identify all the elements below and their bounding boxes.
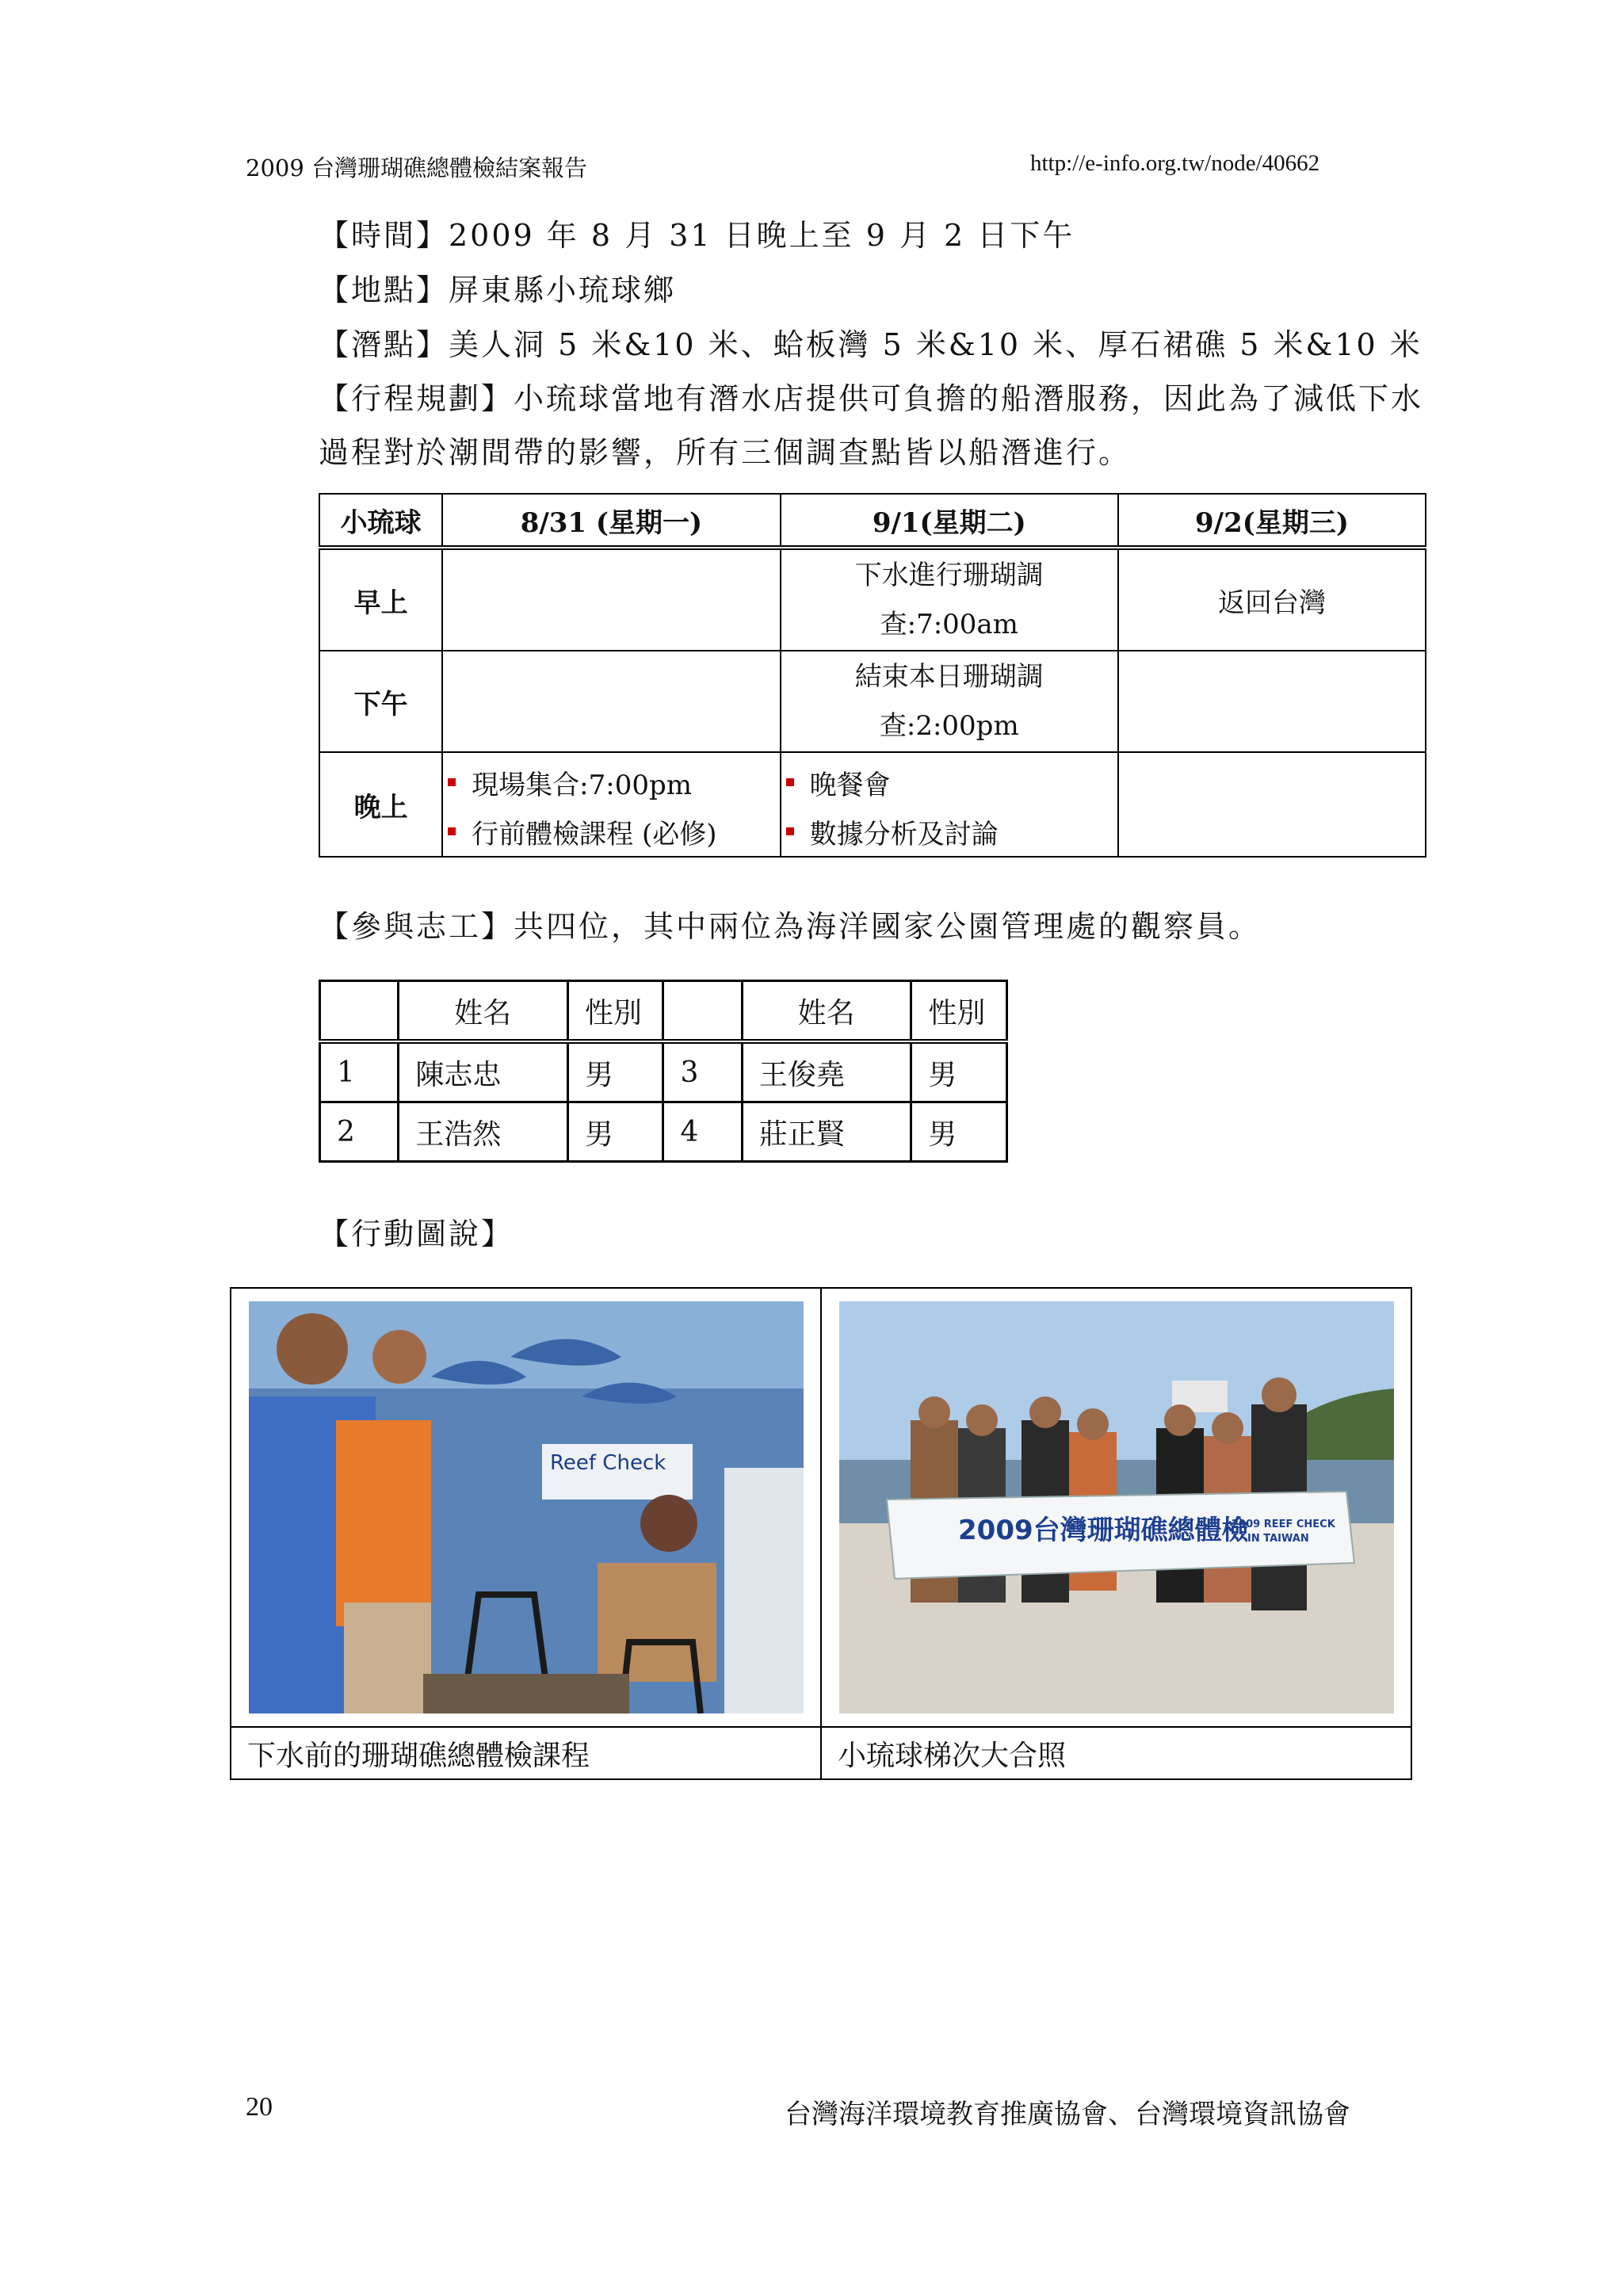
- itinerary-line-1: 【行程規劃】小琉球當地有潛水店提供可負擔的船潛服務，因此為了減低下水: [319, 381, 1424, 416]
- schedule-header-location: 小琉球: [319, 494, 442, 548]
- vol-gender: 男: [567, 1041, 663, 1102]
- afternoon-day1: [442, 651, 780, 752]
- table-row: [320, 1102, 1007, 1162]
- schedule-row-afternoon: [319, 651, 1426, 752]
- evening-day1-item-text: 現場集合:7:00pm: [472, 769, 692, 801]
- schedule-table: [319, 493, 1426, 858]
- photo-course: [249, 1301, 804, 1713]
- photo-table: [230, 1287, 1412, 1780]
- vol-name: 王浩然: [399, 1102, 568, 1162]
- vol-name: 莊正賢: [742, 1102, 911, 1162]
- bullet-icon: [448, 827, 456, 835]
- vol-header-name: 姓名: [399, 981, 568, 1042]
- vol-gender: 男: [911, 1102, 1007, 1162]
- schedule-header-day3: 9/2(星期三): [1118, 494, 1426, 548]
- evening-day2-item-text: 晚餐會: [809, 769, 891, 801]
- header-title: 2009 台灣珊瑚礁總體檢結案報告: [246, 155, 588, 181]
- schedule-row-morning: [319, 548, 1426, 651]
- schedule-header-day2: 9/1(星期二): [781, 494, 1118, 548]
- banner-en-line-1: 2009 REEF CHECK: [1231, 1519, 1335, 1530]
- row-label-morning: 早上: [319, 548, 442, 651]
- bullet-icon: [786, 827, 794, 835]
- vol-header-name-2: 姓名: [742, 981, 911, 1042]
- bullet-icon: [448, 778, 456, 786]
- footer-org: 台灣海洋環境教育推廣協會、台灣環境資訊協會: [785, 2099, 1350, 2130]
- evening-day1-item: [448, 758, 779, 807]
- time-line: 【時間】2009 年 8 月 31 日晚上至 9 月 2 日下午: [319, 218, 1075, 253]
- schedule-row-evening: [319, 752, 1426, 857]
- row-label-evening: 晚上: [319, 752, 442, 857]
- vol-header-gender: 性別: [567, 981, 663, 1042]
- photos-heading: 【行動圖說】: [319, 1217, 514, 1251]
- evening-day1-item-text: 行前體檢課程 (必修): [472, 818, 717, 850]
- header-url[interactable]: http://e-info.org.tw/node/40662: [1030, 151, 1320, 176]
- evening-day3: [1118, 752, 1426, 857]
- afternoon-day2-line1: 結束本日珊瑚調: [854, 661, 1044, 693]
- page-number: 20: [246, 2092, 273, 2122]
- volunteers-table: [319, 980, 1008, 1163]
- morning-day2: [781, 548, 1118, 651]
- caption-row: [231, 1727, 1411, 1779]
- vol-gender: 男: [567, 1102, 663, 1162]
- photo-row: [231, 1288, 1411, 1727]
- vol-no: 4: [663, 1102, 742, 1162]
- morning-day2-line2: 查:7:00am: [880, 609, 1018, 640]
- table-row: [320, 1041, 1007, 1102]
- photo-cell-left: [231, 1288, 821, 1727]
- banner-en-line-2: IN TAIWAN: [1247, 1533, 1309, 1545]
- evening-day2-item: [786, 807, 1117, 856]
- volunteers-header-row: [320, 981, 1007, 1042]
- caption-left: 下水前的珊瑚礁總體檢課程: [231, 1727, 821, 1779]
- caption-right: 小琉球梯次大合照: [821, 1727, 1411, 1779]
- afternoon-day2: [781, 651, 1118, 752]
- banner-text: 2009台灣珊瑚礁總體檢: [957, 1515, 1249, 1546]
- vol-header-gender-2: 性別: [911, 981, 1007, 1042]
- evening-day1: [442, 752, 780, 857]
- schedule-header-row: [319, 494, 1426, 548]
- evening-day1-item: [448, 807, 779, 856]
- itinerary-line-2: 過程對於潮間帶的影響，所有三個調查點皆以船潛進行。: [319, 435, 1132, 470]
- vol-no: 1: [320, 1041, 399, 1102]
- row-label-afternoon: 下午: [319, 651, 442, 752]
- vol-header-no-2: [663, 981, 742, 1042]
- sign-text: Reef Check: [549, 1451, 666, 1475]
- bullet-icon: [786, 778, 794, 786]
- photo-cell-right: [821, 1288, 1411, 1727]
- morning-day1: [442, 548, 780, 651]
- vol-name: 陳志忠: [399, 1041, 568, 1102]
- evening-day2-item-text: 數據分析及討論: [809, 818, 999, 850]
- evening-day2-item: [786, 758, 1117, 807]
- place-line: 【地點】屏東縣小琉球鄉: [319, 273, 677, 308]
- morning-day2-line1: 下水進行珊瑚調: [854, 560, 1044, 591]
- vol-no: 2: [320, 1102, 399, 1162]
- afternoon-day3: [1118, 651, 1426, 752]
- afternoon-day2-line2: 查:2:00pm: [879, 710, 1019, 742]
- vol-gender: 男: [911, 1041, 1007, 1102]
- morning-day3: 返回台灣: [1118, 548, 1426, 651]
- photo-group: [839, 1301, 1394, 1713]
- evening-day2: [781, 752, 1118, 857]
- vol-header-no: [320, 981, 399, 1042]
- vol-name: 王俊堯: [742, 1041, 911, 1102]
- schedule-header-day1: 8/31 (星期一): [442, 494, 780, 548]
- vol-no: 3: [663, 1041, 742, 1102]
- volunteers-intro: 【參與志工】共四位，其中兩位為海洋國家公園管理處的觀察員。: [319, 909, 1262, 944]
- dive-sites-line: 【潛點】美人洞 5 米&10 米、蛤板灣 5 米&10 米、厚石裙礁 5 米&10 米: [319, 327, 1423, 362]
